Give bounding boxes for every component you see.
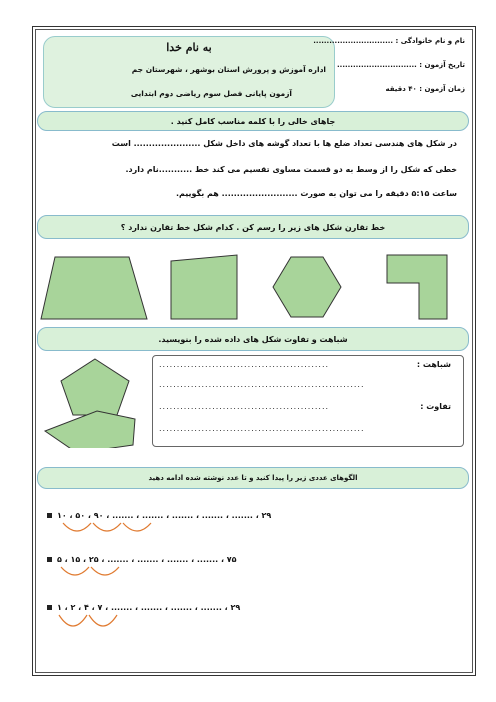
pattern-row-3 xyxy=(47,603,241,623)
exam-date-field: تاریخ آزمون : .............................. xyxy=(337,61,465,69)
exam-time-field: زمان آزمون : ۴۰ دقیقه xyxy=(385,85,465,93)
q3-title: شباهت و تفاوت شکل های داده شده را بنویسید. xyxy=(37,327,469,351)
arc-arrow-icon xyxy=(61,567,89,575)
arc-arrow-icon xyxy=(59,615,87,626)
l-shape xyxy=(387,255,447,319)
q1-sentence-2: خطی که شکل را از وسط به دو قسمت مساوی تقسیم می کند خط ...........نام دارد. xyxy=(125,165,457,174)
q1-sentence-3: ساعت ۵:۱۵ دقیقه را می توان به صورت ......................... هم بگوییم. xyxy=(175,189,457,198)
similarity-section xyxy=(37,353,469,448)
exam-title: آزمون پایانی فصل سوم ریاضی دوم ابتدایی xyxy=(130,89,292,98)
pattern-row-1-text: ۱۰ ، ۵۰ ، ۹۰ ، ....... ، ....... ، ....... ، ....... ، ....... ، ۲۹ xyxy=(57,511,272,520)
pattern-arrows xyxy=(33,507,477,647)
symmetry-shapes xyxy=(37,247,469,327)
pattern-row-2 xyxy=(47,555,237,575)
pattern-row-2-text: ۵ ، ۱۵ ، ۲۵ ، ....... ، ....... ، ....... ، ....... ، ۷۵ xyxy=(57,555,237,564)
number-patterns xyxy=(33,507,477,647)
exam-header xyxy=(37,31,471,103)
bullet-square-icon xyxy=(47,513,52,518)
arc-arrow-icon xyxy=(93,523,121,531)
similarity-label: شباهت : xyxy=(416,360,451,369)
similarity-dots-2: .......................................................... xyxy=(159,380,365,389)
trapezoid-shape xyxy=(41,257,147,319)
pattern-row-1 xyxy=(47,511,272,531)
hexagon-shape xyxy=(273,257,341,317)
q4-title: الگوهای عددی زیر را پیدا کنید و تا عدد نوشته شده ادامه دهید xyxy=(37,467,469,489)
arc-arrow-icon xyxy=(89,615,117,626)
q2-title: خط تقارن شکل های زیر را رسم کن . کدام شکل خط تقارن ندارد ؟ xyxy=(37,215,469,239)
answer-frame xyxy=(152,355,464,447)
pentagon-shape xyxy=(61,359,129,415)
comparison-shapes xyxy=(37,353,147,448)
bismillah: به نام خدا xyxy=(166,41,212,54)
q1-title: جاهای خالی را با کلمه مناسب کامل کنید . xyxy=(37,111,469,131)
exam-page xyxy=(32,26,476,676)
student-name-field: نام و نام خانوادگی : .............................. xyxy=(313,37,465,45)
office-name: اداره آموزش و پرورش استان بوشهر ، شهرستان جم xyxy=(131,65,326,74)
arc-arrow-icon xyxy=(63,523,91,531)
difference-label: تفاوت : xyxy=(420,402,451,411)
arc-arrow-icon xyxy=(123,523,151,531)
bullet-square-icon xyxy=(47,557,52,562)
bullet-square-icon xyxy=(47,605,52,610)
title-box xyxy=(43,36,335,108)
difference-dots-1: ................................................ xyxy=(159,402,330,411)
irregular-pentagon-shape xyxy=(45,411,135,448)
q1-sentence-1: در شکل های هندسی تعداد ضلع ها با تعداد گوشه های داخل شکل ...................... است xyxy=(111,139,457,148)
similarity-dots-1: ................................................ xyxy=(159,360,330,369)
quadrilateral-shape xyxy=(171,255,237,319)
pattern-row-3-text: ۱ ، ۲ ، ۴ ، ۷ ، ....... ، ....... ، ....... ، ....... ، ۲۹ xyxy=(57,603,241,612)
arc-arrow-icon xyxy=(91,567,119,575)
difference-dots-2: .......................................................... xyxy=(159,424,365,433)
